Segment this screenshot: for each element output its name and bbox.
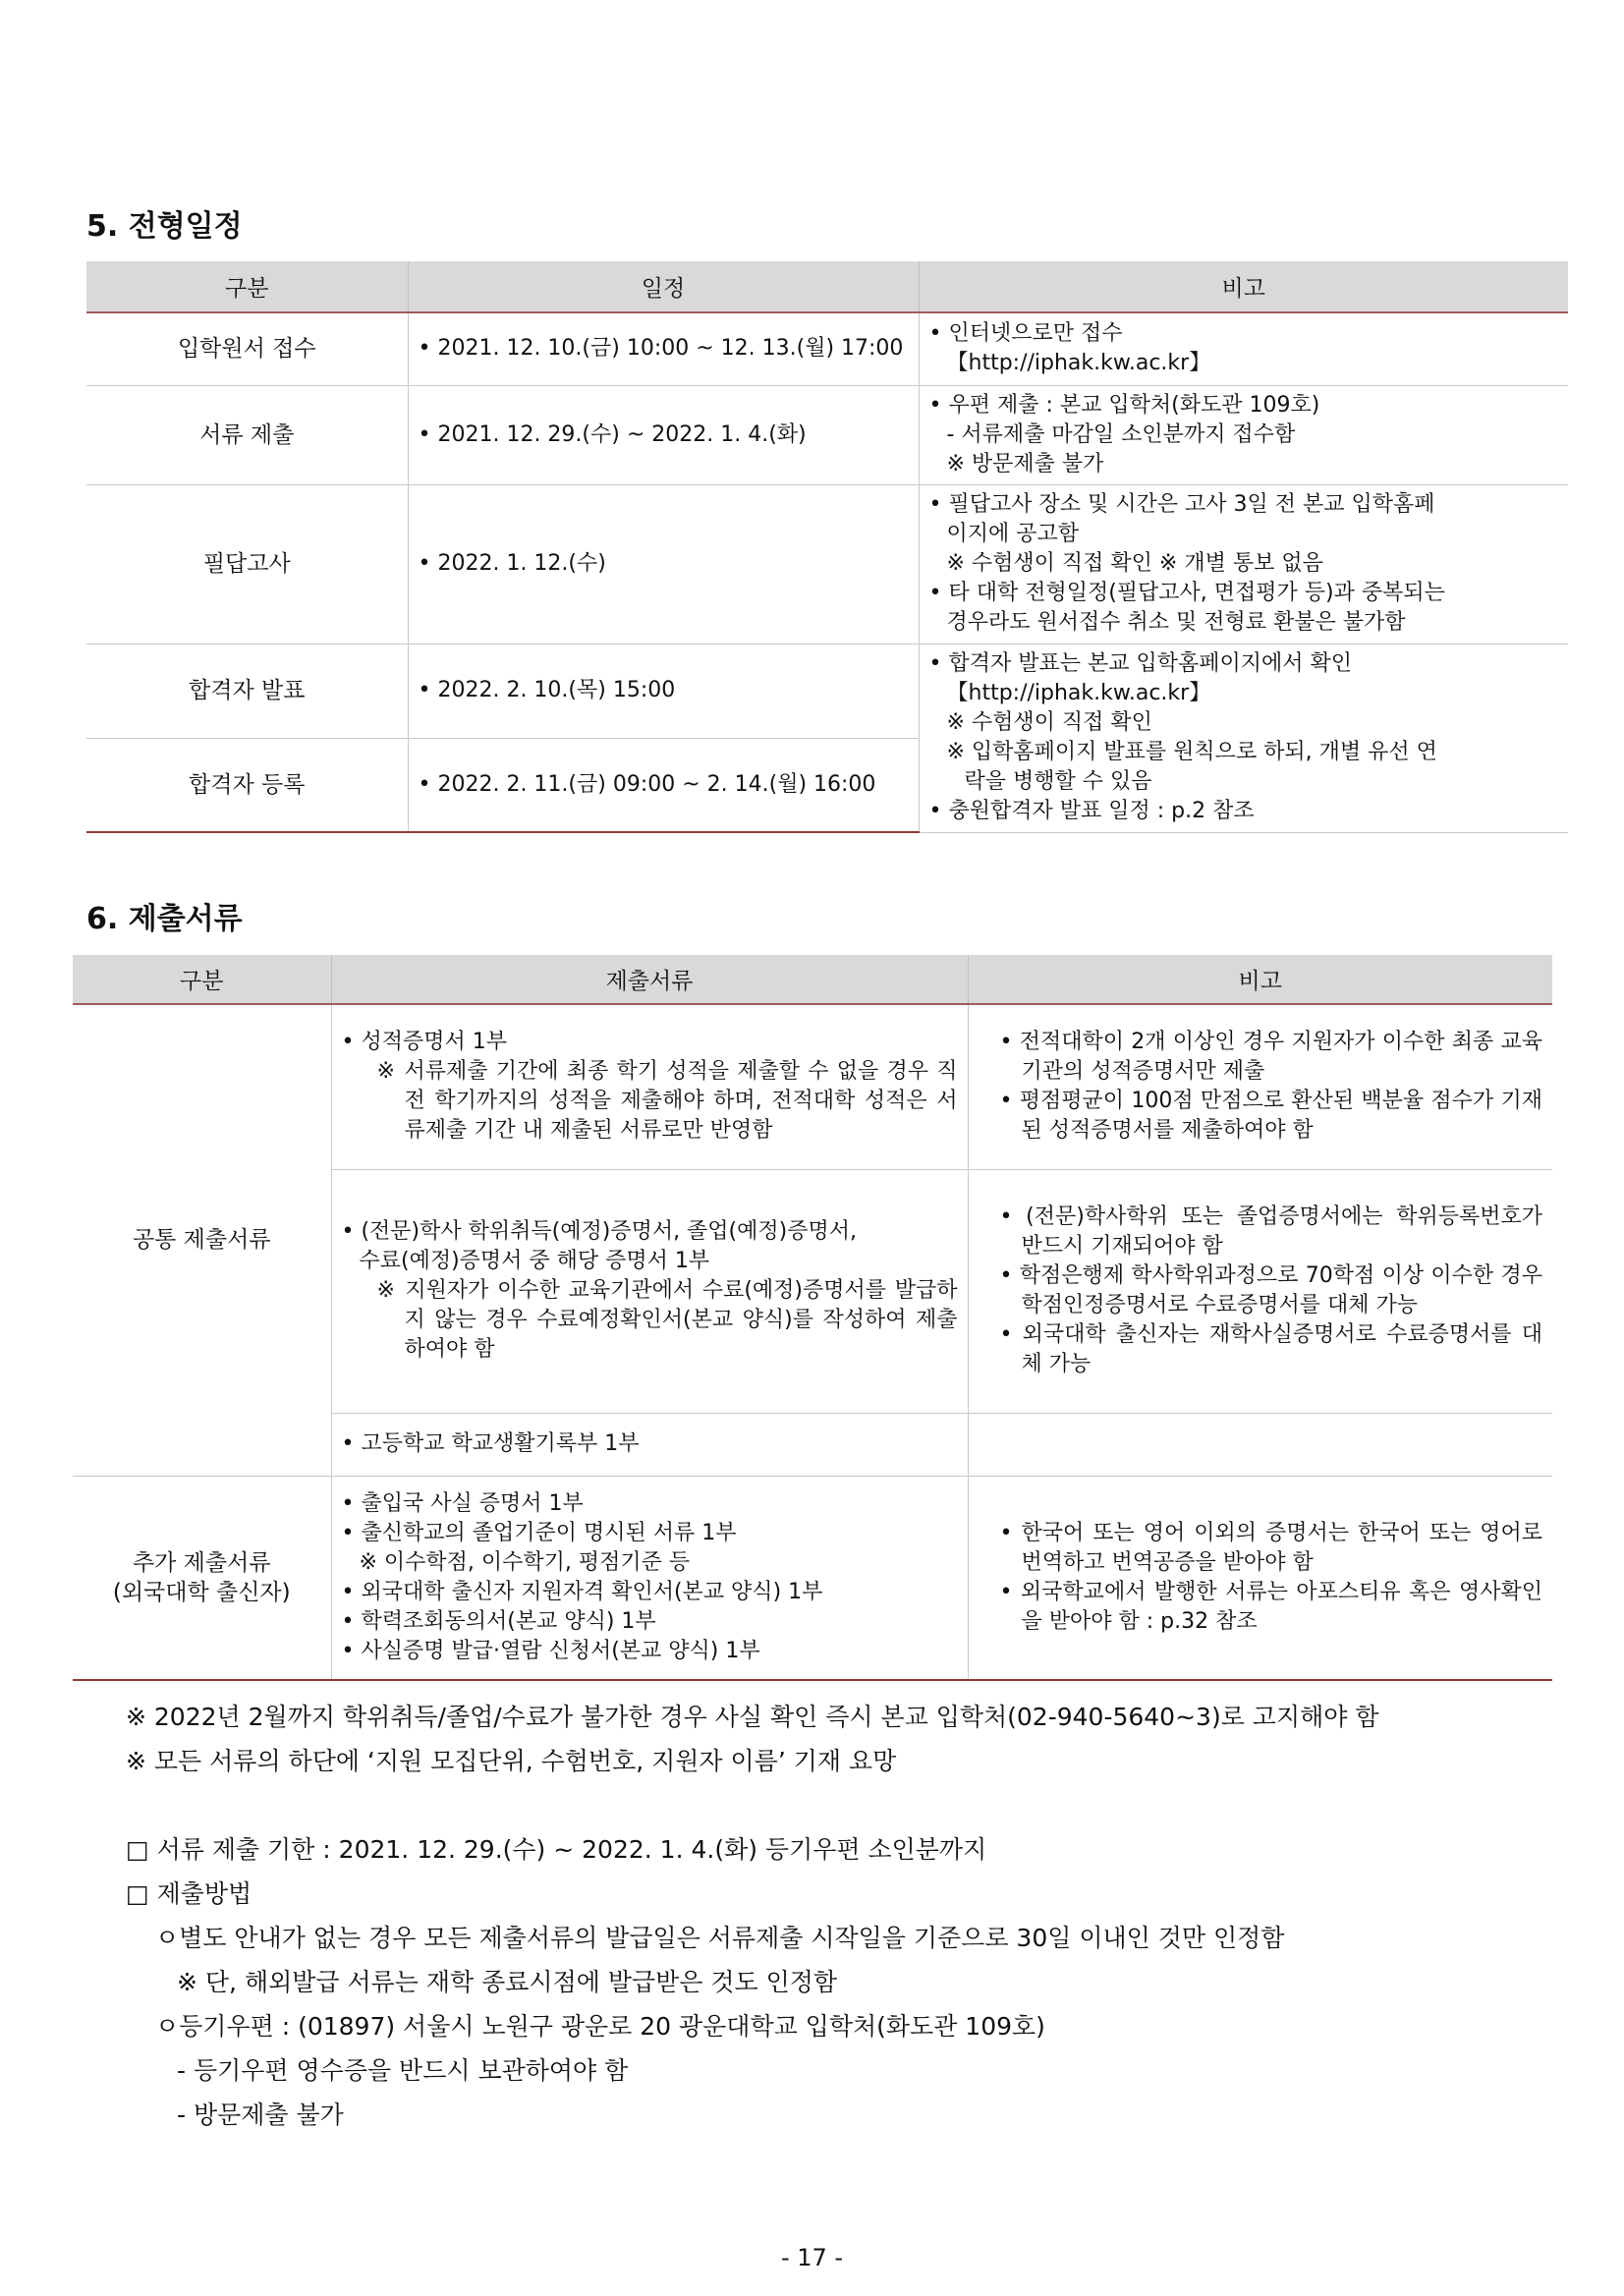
section6-title: 6. 제출서류 [86,902,243,936]
doc-cell: • 고등학교 학교생활기록부 1부 [331,1413,968,1476]
note-line: ※ 모든 서류의 하단에 ‘지원 모집단위, 수험번호, 지원자 이름’ 기재 요망 [126,1747,897,1775]
schedule-table [86,261,1568,833]
schedule-label: 합격자 등록 [86,738,408,832]
schedule-note: • 우편 제출 : 본교 입학처(화도관 109호) - 서류제출 마감일 소인분까지 접수함 ※ 방문제출 불가 [919,385,1568,484]
doc-note: • (전문)학사학위 또는 졸업증명서에는 학위등록번호가 반드시 기재되어야 함 • 학점은행제 학사학위과정으로 70학점 이상 이수한 경우 학점인정증명서로 수료증명서를 대체 가능 • 외국대학 출신자는 재학사실증명서로 수료증명서를 대체 가능 [968,1169,1552,1413]
table-row [86,644,1568,738]
note-line: - 방문제출 불가 [177,2100,344,2129]
schedule-header-category: 구분 [86,261,408,312]
note-line: ※ 2022년 2월까지 학위취득/졸업/수료가 불가한 경우 사실 확인 즉시 본교 입학처(02-940-5640~3)로 고지해야 함 [126,1703,1379,1731]
doc-cell: • (전문)학사 학위취득(예정)증명서, 졸업(예정)증명서, 수료(예정)증명서 중 해당 증명서 1부 ※ 지원자가 이수한 교육기관에서 수료(예정)증명서를 발급하지 않는 경우 수료예정확인서(본교 양식)를 작성하여 제출하여야 함 [331,1169,968,1413]
schedule-date: • 2021. 12. 10.(금) 10:00 ~ 12. 13.(월) 17:00 [408,312,919,385]
schedule-label: 필답고사 [86,484,408,644]
table-row [86,484,1568,644]
schedule-label: 합격자 발표 [86,644,408,738]
doc-note: • 전적대학이 2개 이상인 경우 지원자가 이수한 최종 교육기관의 성적증명서만 제출 • 평점평균이 100점 만점으로 환산된 백분율 점수가 기재된 성적증명서를 제출하여야 함 [968,1004,1552,1169]
note-line: - 등기우편 영수증을 반드시 보관하여야 함 [177,2056,629,2085]
schedule-date: • 2022. 1. 12.(수) [408,484,919,644]
extra-docs-label: 추가 제출서류 (외국대학 출신자) [73,1476,331,1680]
documents-header-note: 비고 [968,955,1552,1004]
doc-cell: • 출입국 사실 증명서 1부 • 출신학교의 졸업기준이 명시된 서류 1부 ※ 이수학점, 이수학기, 평점기준 등 • 외국대학 출신자 지원자격 확인서(본교 양식) 1부 • 학력조회동의서(본교 양식) 1부 • 사실증명 발급·열람 신청서(본교 양식) 1부 [331,1476,968,1680]
table-row [86,312,1568,385]
note-line: ※ 단, 해외발급 서류는 재학 종료시점에 발급받은 것도 인정함 [177,1968,838,1996]
schedule-date: • 2022. 2. 11.(금) 09:00 ~ 2. 14.(월) 16:00 [408,738,919,832]
schedule-note: • 인터넷으로만 접수 【http://iphak.kw.ac.kr】 [919,312,1568,385]
doc-cell: • 성적증명서 1부 ※ 서류제출 기간에 최종 학기 성적을 제출할 수 없을 경우 직전 학기까지의 성적을 제출해야 하며, 전적대학 성적은 서류제출 기간 내 제출된 서류로만 반영함 [331,1004,968,1169]
page-number: - 17 - [780,2244,844,2271]
table-row [73,1476,1552,1680]
schedule-header-date: 일정 [408,261,919,312]
schedule-date: • 2022. 2. 10.(목) 15:00 [408,644,919,738]
schedule-note-merged: • 합격자 발표는 본교 입학홈페이지에서 확인 【http://iphak.kw.ac.kr】 ※ 수험생이 직접 확인 ※ 입학홈페이지 발표를 원칙으로 하되, 개별 유선 연 락을 병행할 수 있음 • 충원합격자 발표 일정 : p.2 참조 [919,644,1568,832]
note-line: ㅇ등기우편 : (01897) 서울시 노원구 광운로 20 광운대학교 입학처(화도관 109호) [155,2012,1045,2041]
schedule-label: 입학원서 접수 [86,312,408,385]
common-docs-label: 공통 제출서류 [73,1004,331,1476]
schedule-note: • 필답고사 장소 및 시간은 고사 3일 전 본교 입학홈페 이지에 공고함 ※ 수험생이 직접 확인 ※ 개별 통보 없음 • 타 대학 전형일정(필답고사, 면접평가 등)과 중복되는 경우라도 원서접수 취소 및 전형료 환불은 불가함 [919,484,1568,644]
doc-note [968,1413,1552,1476]
schedule-header-note: 비고 [919,261,1568,312]
documents-header-category: 구분 [73,955,331,1004]
notes-block [126,1695,1379,2137]
table-row [73,1004,1552,1169]
note-line: □ 서류 제출 기한 : 2021. 12. 29.(수) ~ 2022. 1. 4.(화) 등기우편 소인분까지 [126,1835,987,1864]
schedule-label: 서류 제출 [86,385,408,484]
documents-table [73,955,1552,1681]
schedule-date: • 2021. 12. 29.(수) ~ 2022. 1. 4.(화) [408,385,919,484]
doc-note: • 한국어 또는 영어 이외의 증명서는 한국어 또는 영어로 번역하고 번역공증을 받아야 함 • 외국학교에서 발행한 서류는 아포스티유 혹은 영사확인을 받아야 함 : p.32 참조 [968,1476,1552,1680]
documents-header-docs: 제출서류 [331,955,968,1004]
note-line: □ 제출방법 [126,1879,252,1908]
table-row [86,385,1568,484]
section5-title: 5. 전형일정 [86,209,243,244]
spacer [126,1783,1379,1827]
note-line: ㅇ별도 안내가 없는 경우 모든 제출서류의 발급일은 서류제출 시작일을 기준으로 30일 이내인 것만 인정함 [155,1924,1285,1952]
